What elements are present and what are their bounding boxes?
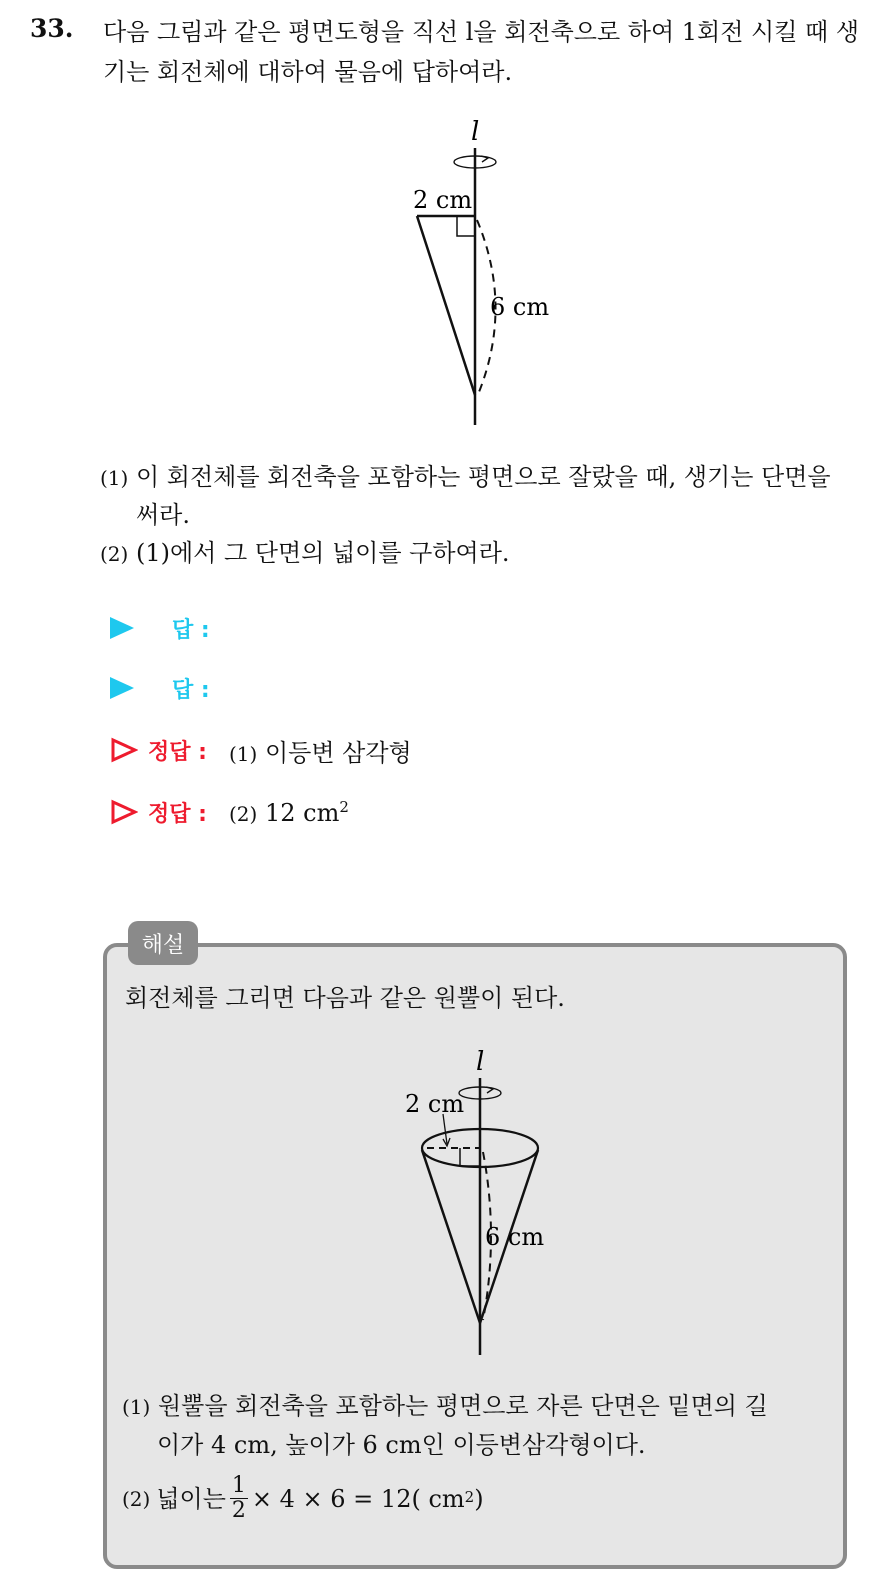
explanation-item-2-expr: × 4 × 6 = 12( cm bbox=[251, 1484, 465, 1513]
subquestion-2 bbox=[100, 534, 510, 573]
subquestion-2-marker: (2) bbox=[100, 542, 129, 566]
subquestion-1-text: 이 회전체를 회전축을 포함하는 평면으로 잘랐을 때, 생기는 단면을 bbox=[135, 463, 831, 491]
correct-text: 12 cm bbox=[264, 798, 340, 827]
explanation-item-2-prefix: 넓이는 bbox=[156, 1484, 226, 1513]
explanation-item-2-sup: 2 bbox=[464, 1488, 475, 1506]
answer-label: 답 : bbox=[172, 617, 210, 643]
triangle-hypotenuse bbox=[417, 216, 475, 395]
cone-height-label: 6 cm bbox=[485, 1223, 545, 1251]
explanation-item-1-marker: (1) bbox=[122, 1395, 151, 1419]
answer-row-2[interactable] bbox=[110, 670, 210, 706]
correct-row-1 bbox=[110, 732, 412, 768]
explanation-item-1 bbox=[122, 1387, 768, 1426]
fraction-numerator: 1 bbox=[231, 1473, 246, 1498]
subquestion-1-marker: (1) bbox=[100, 466, 129, 490]
correct-text: 이등변 삼각형 bbox=[264, 738, 412, 767]
explanation-item-2-close: ) bbox=[474, 1484, 484, 1513]
outline-arrow-icon bbox=[110, 737, 138, 763]
subquestion-2-text: (1)에서 그 단면의 넓이를 구하여라. bbox=[135, 539, 510, 567]
subquestion-1-cont: 써라. bbox=[136, 501, 190, 529]
right-angle-mark bbox=[457, 216, 475, 236]
correct-marker: (1) bbox=[228, 741, 258, 766]
figure-triangle bbox=[395, 110, 565, 430]
correct-label: 정답 : bbox=[148, 739, 207, 765]
answer-row-1[interactable] bbox=[110, 610, 210, 646]
correct-marker: (2) bbox=[228, 801, 258, 826]
subquestion-1 bbox=[100, 458, 831, 497]
cone-axis-label: l bbox=[476, 1047, 485, 1077]
radius-length-label: 2 cm bbox=[405, 1090, 465, 1118]
figure-cone bbox=[395, 1040, 575, 1360]
height-length-label: 6 cm bbox=[490, 293, 550, 321]
axis-label: l bbox=[471, 117, 480, 147]
fraction bbox=[230, 1474, 248, 1523]
correct-label: 정답 : bbox=[148, 801, 207, 827]
explanation-tag: 해설 bbox=[128, 921, 198, 965]
explanation-item-2-marker: (2) bbox=[122, 1486, 151, 1511]
question-number: 33. bbox=[30, 14, 74, 43]
explanation-intro: 회전체를 그리면 다음과 같은 원뿔이 된다. bbox=[125, 984, 565, 1012]
question-text: 다음 그림과 같은 평면도형을 직선 l을 회전축으로 하여 1회전 시킬 때 생기는 회전체에 대하여 물음에 답하여라. bbox=[103, 18, 860, 86]
explanation-item-2 bbox=[122, 1474, 484, 1523]
correct-row-2 bbox=[110, 794, 349, 830]
explanation-item-1-line1: 원뿔을 회전축을 포함하는 평면으로 자른 단면은 밑면의 길 bbox=[157, 1392, 768, 1420]
correct-value-1 bbox=[229, 733, 412, 768]
explanation-item-1-line2: 이가 4 cm, 높이가 6 cm인 이등변삼각형이다. bbox=[157, 1431, 646, 1459]
play-arrow-icon bbox=[110, 617, 134, 639]
top-length-label: 2 cm bbox=[413, 186, 473, 214]
answer-label: 답 : bbox=[172, 677, 210, 703]
correct-value-2 bbox=[229, 798, 349, 827]
outline-arrow-icon bbox=[110, 799, 138, 825]
cone-left-edge bbox=[422, 1150, 480, 1323]
play-arrow-icon bbox=[110, 677, 134, 699]
fraction-denominator: 2 bbox=[231, 1498, 246, 1523]
cone-right-angle-mark bbox=[460, 1148, 480, 1166]
correct-sup: 2 bbox=[339, 797, 349, 816]
